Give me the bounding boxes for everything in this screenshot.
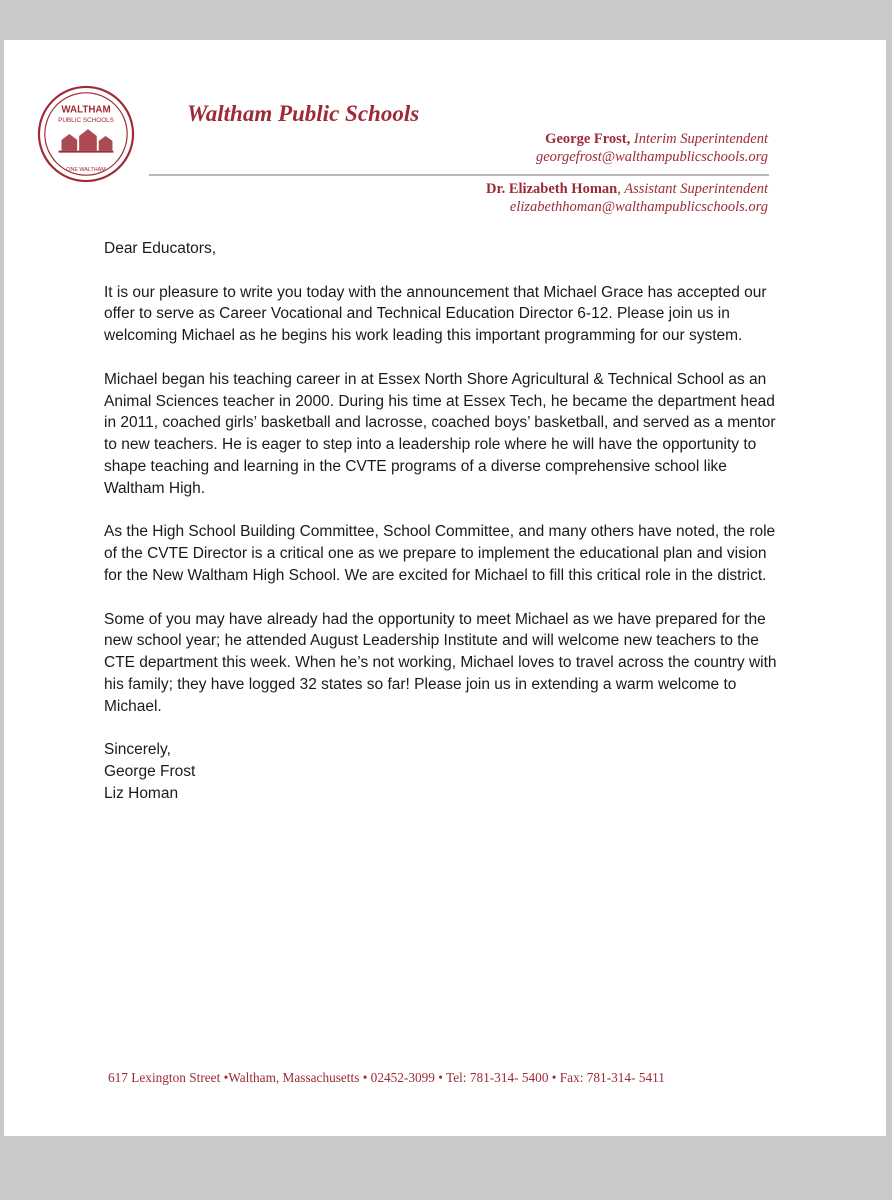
closing: Sincerely, xyxy=(104,741,171,759)
logo-bottom-text: ONE WALTHAM xyxy=(66,167,106,174)
salutation: Dear Educators, xyxy=(104,240,216,257)
paragraph: Michael began his teaching career in at Essex North Shore Agricultural & Technical School as an Animal Sciences teacher in 2000. During his time at Essex Tech, he became the department head in 2011, coached girls’ basketball and lacrosse, coached boys’ basketball, and served as a mentor to new teachers. He is eager to step into a leadership role where he will have the opportunity to shape teaching and learning in the CVTE programs of a diverse comprehensive school like Waltham High. xyxy=(104,370,776,497)
paragraph: It is our pleasure to write you today with the announcement that Michael Grace has accepted our offer to serve as Career Vocational and Technical Education Director 6-12. Please join us in welcoming Michael as he begins his work leading this important programming for our system. xyxy=(104,283,767,345)
paragraph: As the High School Building Committee, School Committee, and many others have noted, the role of the CVTE Director is a critical one as we prepare to implement the educational plan and vision for the New Waltham High School. We are excited for Michael to fill this critical role in the district. xyxy=(104,523,776,584)
footer-address: 617 Lexington Street •Waltham, Massachusetts • 02452-3099 • Tel: 781-314- 5400 • Fax: 781-314- 5411 xyxy=(108,1070,665,1085)
logo-sub-text: PUBLIC SCHOOLS xyxy=(58,117,114,125)
organization-name: Waltham Public Schools xyxy=(187,101,420,126)
contact-email: elizabethhoman@walthampublicschools.org xyxy=(509,199,768,215)
school-seal-logo xyxy=(37,85,135,183)
signature-name: Liz Homan xyxy=(104,784,179,802)
contact-email: georgefrost@walthampublicschools.org xyxy=(535,149,768,165)
contact-title: Interim Superintendent xyxy=(633,131,768,147)
header-divider xyxy=(149,174,769,176)
assistant-superintendent-contact xyxy=(486,180,768,216)
contact-name: George Frost, xyxy=(545,131,631,147)
contact-name: Dr. Elizabeth Homan xyxy=(486,181,618,197)
signature-name: George Frost xyxy=(104,763,196,781)
letter-body xyxy=(104,238,784,805)
superintendent-contact xyxy=(536,130,768,166)
contact-title: , Assistant Superintendent xyxy=(617,181,768,197)
logo-top-text: WALTHAM xyxy=(61,104,111,116)
letter-page xyxy=(4,40,886,1136)
paragraph: Some of you may have already had the opportunity to meet Michael as we have prepared for the new school year; he attended August Leadership Institute and will welcome new teachers to the CTE department this week. When he’s not working, Michael loves to travel across the country with his family; they have logged 32 states so far! Please join us in extending a warm welcome to Michael. xyxy=(104,610,777,715)
